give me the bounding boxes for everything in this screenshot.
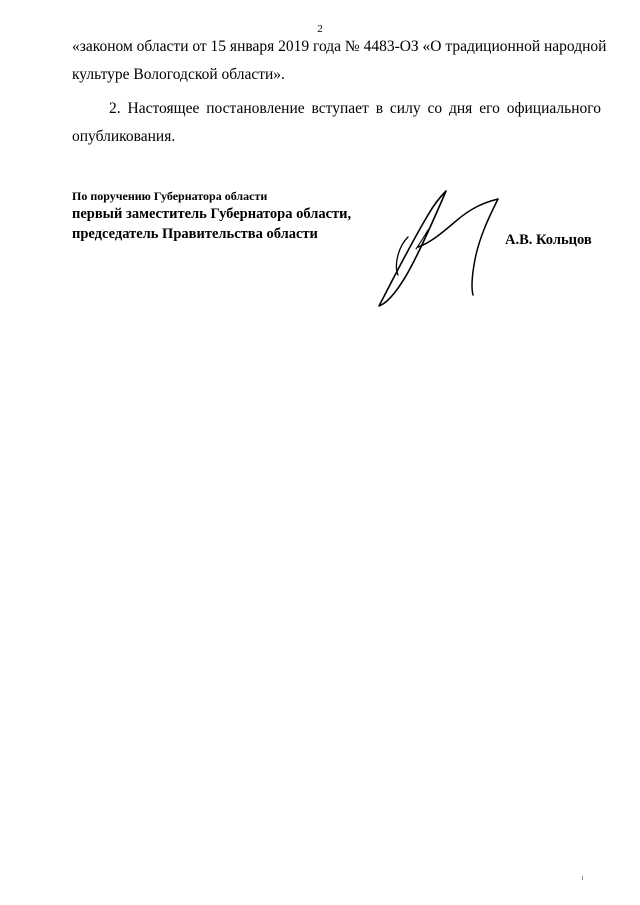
- paragraph-line: «законом области от 15 января 2019 года № 4483-ОЗ «О традиционной народной: [72, 38, 607, 55]
- signer-position-line: первый заместитель Губернатора области,: [72, 206, 352, 222]
- handwritten-signature: [370, 185, 510, 315]
- paragraph-line: опубликования.: [72, 128, 176, 145]
- signer-name: А.В. Кольцов: [505, 232, 592, 248]
- scan-artifact: [582, 876, 583, 880]
- signature-block: [72, 188, 351, 244]
- page-number: 2: [317, 23, 323, 35]
- paragraph-line: культуре Вологодской области».: [72, 66, 285, 83]
- paragraph-continuation: [72, 38, 607, 84]
- signer-position-line: председатель Правительства области: [72, 226, 318, 242]
- paragraph-effective-date: [72, 100, 601, 146]
- paragraph-line: 2. Настоящее постановление вступает в силу со дня его официального: [109, 100, 601, 117]
- signature-authority: По поручению Губернатора области: [72, 189, 268, 203]
